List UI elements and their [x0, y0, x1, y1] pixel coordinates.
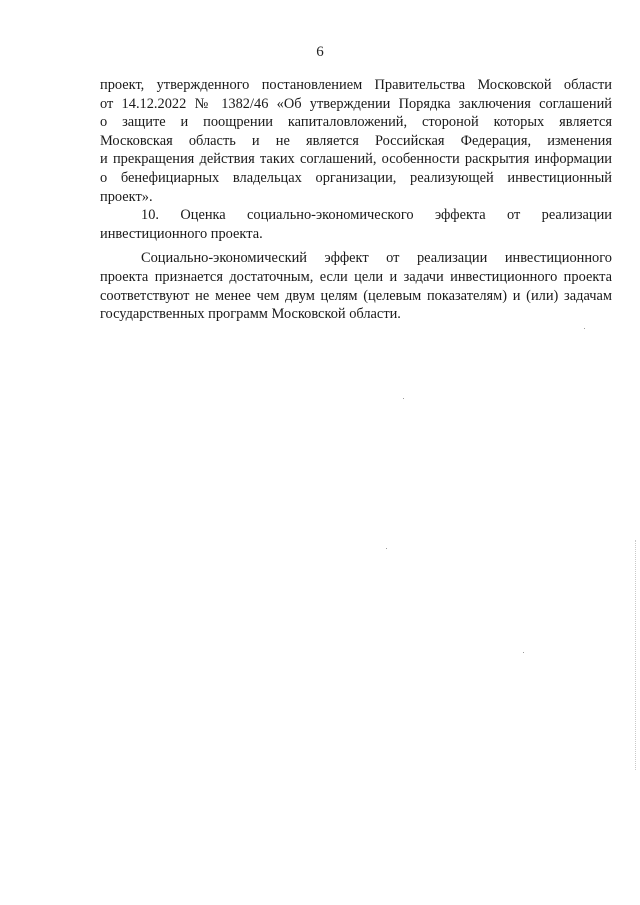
- scan-speck: [523, 652, 524, 653]
- text-line: от 14.12.2022 № 1382/46 «Об утверждении Порядка заключения соглашений: [100, 95, 612, 112]
- section-heading-line: 10. Оценка социально-экономического эффекта от реализации: [141, 207, 612, 224]
- text-line: проект, утвержденного постановлением Правительства Московской области: [100, 77, 612, 93]
- text-line: проект».: [100, 188, 153, 205]
- scan-edge-marks: [634, 540, 636, 770]
- text-line: государственных программ Московской области.: [100, 306, 401, 323]
- text-line: о защите и поощрении капиталовложений, стороной которых является: [100, 114, 612, 131]
- page-number: 6: [316, 44, 324, 60]
- document-body: [100, 76, 612, 324]
- text-line: и прекращения действия таких соглашений, особенности раскрытия информации: [100, 151, 612, 168]
- text-line: о бенефициарных владельцах организации, реализующей инвестиционный: [100, 169, 612, 186]
- scan-speck: [584, 328, 585, 329]
- text-line: проекта признается достаточным, если цели и задачи инвестиционного проекта: [100, 268, 612, 285]
- text-line: Московская область и не является Российская Федерация, изменения: [100, 132, 612, 149]
- text-line: соответствуют не менее чем двум целям (целевым показателям) и (или) задачам: [100, 287, 612, 304]
- text-line: Социально-экономический эффект от реализации инвестиционного: [141, 250, 612, 267]
- scan-speck: [403, 398, 404, 399]
- section-heading-line: инвестиционного проекта.: [100, 225, 263, 242]
- scan-speck: [386, 548, 387, 549]
